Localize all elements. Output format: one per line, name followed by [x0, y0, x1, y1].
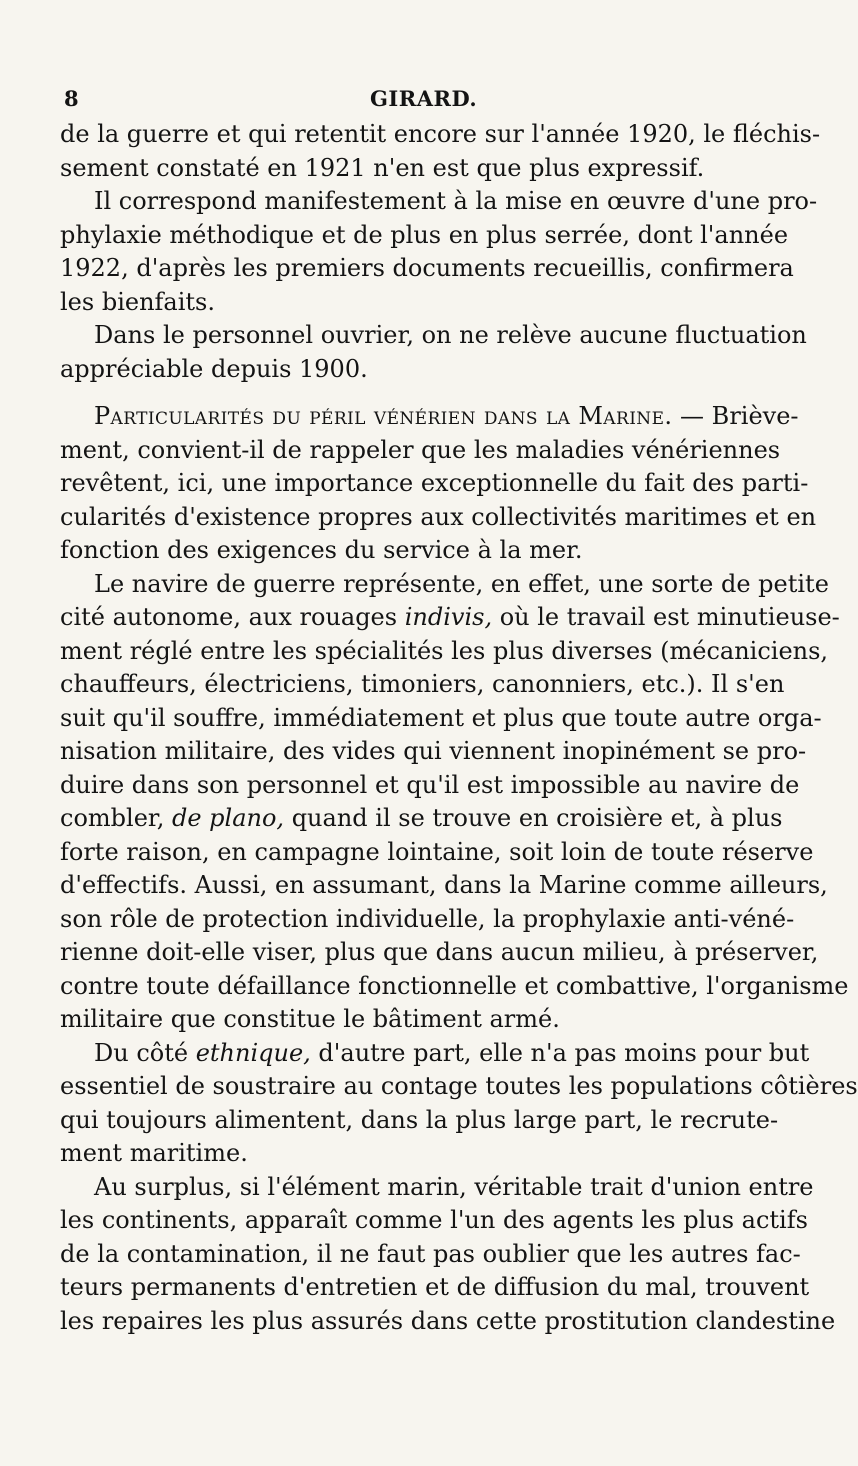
text-line: cité autonome, aux rouages indivis, où le travail est minutieuse- — [60, 603, 840, 631]
paragraph — [60, 400, 817, 568]
text-line: ment, convient-il de rappeler que les maladies vénériennes — [60, 435, 781, 464]
paragraph — [60, 185, 818, 319]
text-line: les continents, apparaît comme l'un des agents les plus actifs — [60, 1206, 808, 1234]
text-line: de la contamination, il ne faut pas oublier que les autres fac- — [60, 1239, 801, 1268]
text-line: chauffeurs, électriciens, timoniers, canonniers, etc.). Il s'en — [60, 670, 785, 698]
text-line: Il correspond manifestement à la mise en œuvre d'une pro- — [94, 187, 818, 215]
page-header — [60, 78, 756, 118]
italic-term: indivis, — [404, 603, 493, 631]
text-line: Dans le personnel ouvrier, on ne relève aucune fluctuation — [94, 321, 807, 349]
text-line: son rôle de protection individuelle, la prophylaxie anti-véné- — [60, 904, 795, 933]
text-fragment: — Briève- — [672, 402, 799, 430]
paragraph — [60, 319, 807, 386]
text-line: contre toute défaillance fonctionnelle et combattive, l'organisme — [60, 971, 849, 1000]
section-heading-line — [60, 400, 799, 434]
text-line: forte raison, en campagne lointaine, soit loin de toute réserve — [60, 837, 814, 866]
paragraph — [60, 1171, 836, 1339]
text-line: d'effectifs. Aussi, en assumant, dans la Marine comme ailleurs, — [60, 871, 828, 899]
text-line: phylaxie méthodique et de plus en plus serrée, dont l'année — [60, 220, 789, 249]
text-line: Du côté ethnique, d'autre part, elle n'a pas moins pour but — [94, 1038, 810, 1067]
text-line: militaire que constitue le bâtiment armé. — [60, 1005, 560, 1033]
italic-term: ethnique, — [195, 1038, 311, 1067]
text-line: appréciable depuis 1900. — [60, 354, 368, 383]
text-line: sement constaté en 1921 n'en est que plus expressif. — [60, 153, 705, 182]
text-line: revêtent, ici, une importance exceptionnelle du fait des parti- — [60, 469, 809, 497]
text-line: Au surplus, si l'élément marin, véritable trait d'union entre — [94, 1172, 814, 1201]
text-line: ment réglé entre les spécialités les plus diverses (mécaniciens, — [60, 636, 829, 665]
paragraph — [60, 1037, 858, 1171]
section-heading: Particularités du péril vénérien dans la Marine. — [94, 402, 673, 430]
text-line: ment maritime. — [60, 1139, 248, 1167]
paragraph — [60, 568, 849, 1037]
text-line: rienne doit-elle viser, plus que dans aucun milieu, à préserver, — [60, 938, 819, 966]
paragraph — [60, 118, 821, 185]
text-line: suit qu'il souffre, immédiatement et plus que toute autre orga- — [60, 703, 822, 732]
text-line: cularités d'existence propres aux collectivités maritimes et en — [60, 502, 817, 531]
text-line: essentiel de soustraire au contage toutes les populations côtières — [60, 1072, 858, 1100]
text-line: qui toujours alimentent, dans la plus large part, le recrute- — [60, 1105, 779, 1134]
text-line: combler, de plano, quand il se trouve en croisière et, à plus — [60, 804, 783, 832]
text-line: fonction des exigences du service à la mer. — [60, 536, 583, 564]
italic-term: de plano, — [171, 804, 285, 832]
text-line: nisation militaire, des vides qui viennent inopinément se pro- — [60, 737, 807, 765]
text-line: les repaires les plus assurés dans cette prostitution clandestine — [60, 1306, 836, 1335]
page-number: 8 — [64, 86, 79, 111]
text-line: les bienfaits. — [60, 287, 215, 316]
running-head: GIRARD. — [370, 86, 478, 111]
section-gap — [60, 386, 756, 400]
text-line: Le navire de guerre représente, en effet, une sorte de petite — [94, 569, 829, 598]
text-line: 1922, d'après les premiers documents recueillis, confirmera — [60, 254, 794, 282]
text-line: duire dans son personnel et qu'il est impossible au navire de — [60, 770, 800, 799]
body-text — [60, 118, 858, 1338]
text-line: de la guerre et qui retentit encore sur l'année 1920, le fléchis- — [60, 120, 821, 148]
text-line: teurs permanents d'entretien et de diffusion du mal, trouvent — [60, 1273, 810, 1301]
